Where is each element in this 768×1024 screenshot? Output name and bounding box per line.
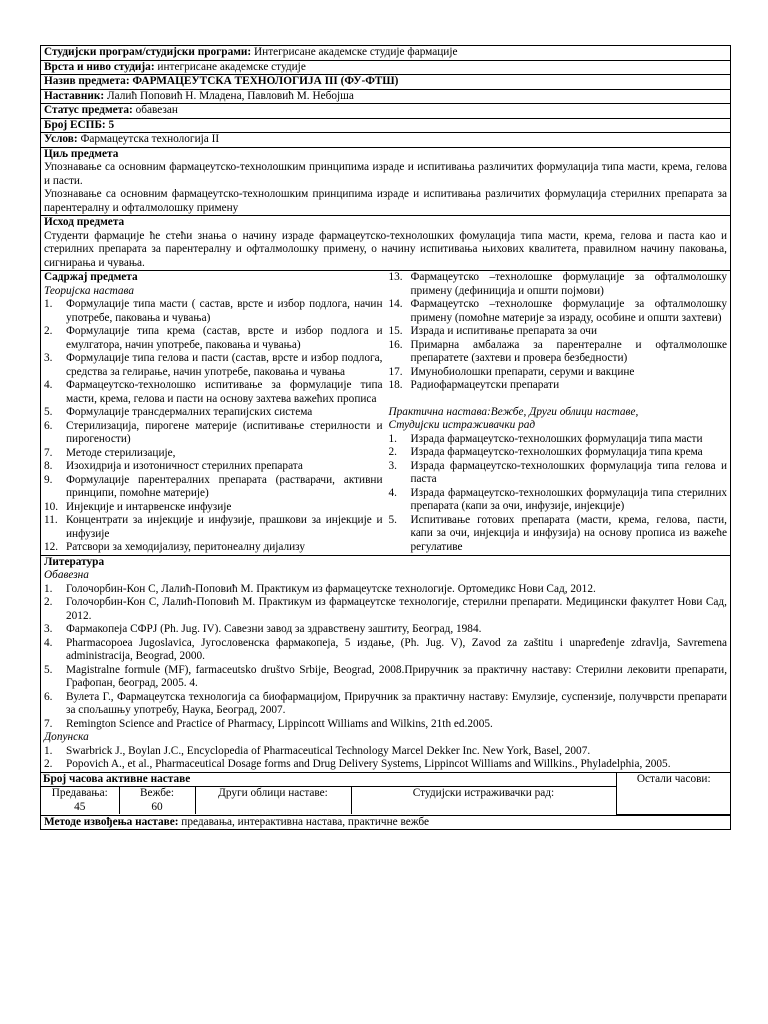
list-item-number: 8. [44,460,53,472]
practice-title-1: Практична настава:Вежбе, Други облици наставе, [388,405,639,418]
other-forms-label: Други облици наставе: [195,787,351,815]
list-item-text: Имунобиолошки препарати, серуми и вакцине [410,365,635,378]
literature-optional-title: Допунска [44,731,89,743]
practice-list [389,433,728,555]
header-row-course-name [41,75,731,90]
header-row-ects [41,118,731,133]
outcome-section [41,216,731,271]
list-item-number: 6. [44,690,53,703]
list-item [44,637,727,664]
header-row-teacher [41,89,731,104]
teacher-value: Лалић Поповић Н. Младена, Павловић М. Небојша [104,89,354,102]
list-item [389,514,728,555]
list-item-number: 4. [44,379,53,391]
methods-row [41,815,731,830]
list-item [44,514,383,541]
list-item-text: Голочорбин-Кон С, Лалић-Поповић М. Практикум из фармацеутске технологије. Ортомедикс Нови Сад, 2012. [66,582,596,595]
list-item [389,379,728,393]
list-item-text: Изохидрија и изотоничност стерилних препарата [66,460,303,472]
list-item [389,487,728,514]
list-item-text: Израда и испитивање препарата за очи [410,325,598,337]
list-item-text: Методе стерилизације, [66,446,176,459]
list-item-text: Pharmacopoea Jugoslavica, Југословенска фармакопеја, 5 издање, (Ph. Jug. V), Zavod za zaštitu i unapređenje zdravlja, Savremena administracija, Beograd, 2000. [66,636,728,662]
list-item-number: 7. [44,446,53,459]
list-item-number: 2. [44,758,53,770]
list-item [44,325,383,352]
list-item-number: 5. [44,406,53,418]
list-item [389,433,728,447]
list-item-text: Формулације типа гелова и пасти (састав, врсте и избор подлога, средства за гелирање, начин употребе, паковања и чувања [66,352,383,378]
list-item [44,758,727,772]
list-item-number: 16. [388,338,403,351]
list-item-text: Формулације типа крема (састав, врсте и избор подлога и емулгатора, начин употребе, паковања и чувања) [66,325,383,351]
list-item-number: 9. [44,473,53,486]
status-label: Статус предмета: [44,104,133,116]
list-item [44,596,727,623]
list-item-number: 5. [388,513,397,526]
teacher-label: Наставник: [44,89,105,102]
list-item-text: Голочорбин-Кон С, Лалић-Поповић М. Практикум из фармацеутске технологије, стерилни препарати. Медицински факултет Нови Сад, 2012. [66,596,728,622]
research-label: Студијски истраживачки рад: [351,787,616,815]
header-row-type [41,60,731,75]
list-item [44,583,727,597]
lectures-label: Предавања: [51,787,108,799]
exercises-cell [119,787,195,815]
list-item-number: 7. [44,717,53,730]
list-item-text: Magistralne formule (MF), farmaceutsko društvo Srbije, Beograd, 2008.Приручник за практичну наставу: Стерилни лековити препарати, Графопан, београд, 2005. 4. [66,663,728,689]
list-item [44,420,383,447]
list-item-number: 1. [388,432,397,445]
program-value: Интегрисане академске студије фармације [251,46,458,58]
list-item [389,446,728,460]
lectures-value: 45 [74,800,86,813]
list-item [389,366,728,380]
literature-required-title: Обавезна [44,569,89,581]
condition-value: Фармацеутска технологија II [77,133,220,145]
list-item [44,460,383,474]
list-item-text: Стерилизација, пирогене материје (испитивање стерилности и пирогености) [66,419,383,445]
list-item-text: Вулета Г., Фармацеутска технологија са биофармацијом, Приручник за практичну наставу: Емулзије, суспензије, получврсти препарати за спољашњу употребу, Наука, Београд, 2007. [66,690,728,716]
course-name-value: ФАРМАЦЕУТСКА ТЕХНОЛОГИЈА III (ФУ-ФТШ) [129,75,399,87]
list-item [44,447,383,461]
course-name-label: Назив предмета: [44,75,130,87]
ects-label: Број ЕСПБ: 5 [44,118,115,131]
outcome-title: Исход предмета [44,216,125,228]
list-item-number: 3. [44,623,53,635]
list-item [44,745,727,759]
list-item-text: Концентрати за инјекције и инфузије, прашкови за инјекције и инфузије [66,514,383,540]
hours-section [41,772,731,815]
list-item [44,718,727,732]
list-item-number: 3. [388,459,397,472]
literature-title: Литература [44,555,105,568]
list-item-number: 5. [44,663,53,676]
theory-list-right [389,271,728,393]
list-item [44,691,727,718]
list-item-text: Израда фармацеутско-технолошких формулација типа стерилних препарата (капи за очи, инфузије, инјекције) [410,486,728,512]
list-item-text: Израда фармацеутско-технолошких формулација типа масти [410,432,703,445]
program-label: Студијски програм/студијски програми: [44,46,252,58]
list-item-text: Remington Science and Practice of Pharmacy, Lippincott Williams and Wilkins, 21th ed.2005. [66,717,493,730]
list-item [44,298,383,325]
goal-section [41,147,731,216]
list-item-number: 2. [44,596,53,608]
list-item-number: 1. [44,744,53,757]
theory-title: Теоријска настава [44,284,134,297]
list-item [389,460,728,487]
list-item-number: 6. [44,419,53,432]
list-item [44,379,383,406]
list-item-number: 1. [44,582,53,595]
list-item [44,406,383,420]
outcome-text: Студенти фармације ће стећи знања о начину израде фармацеутско-технолошких фомулација типа масти, крема, гелова и паста као и стерилних препарата за парентералну и офталмолошку примену, о начину испитивања њихових квалитета, правилном начину паковања, сигнирања и чувања. [44,229,728,269]
exercises-label: Вежбе: [140,787,174,799]
header-row-status [41,104,731,119]
header-row-condition [41,133,731,148]
lectures-cell [41,787,119,815]
list-item-number: 2. [44,325,53,337]
list-item-number: 4. [44,636,53,649]
content-section [41,271,731,556]
course-table [40,45,731,830]
list-item-number: 13. [388,271,403,283]
literature-optional-list [44,745,727,772]
study-type-label: Врста и ниво студија: [44,60,155,73]
methods-label: Методе извођења наставе: [44,815,179,828]
list-item-number: 18. [388,379,403,391]
exercises-value: 60 [151,800,163,813]
list-item [389,339,728,366]
list-item [44,541,383,555]
literature-section [41,555,731,772]
condition-label: Услов: [44,133,78,145]
list-item-text: Фармакопеја СФРЈ (Ph. Jug. IV). Савезни завод за здравствену заштиту, Београд, 1984. [66,623,482,635]
list-item-text: Формулације трансдермалних терапијских система [66,406,313,418]
content-title: Садржај предмета [44,271,138,283]
list-item-text: Формулације парентералних препарата (растварачи, активни принципи, помоћне материје) [66,473,383,499]
study-type-value: интегрисане академске студије [154,60,306,73]
list-item-text: Радиофармацеутски препарати [410,379,560,391]
list-item [44,501,383,515]
list-item-text: Израда фармацеутско-технолошких формулација типа крема [410,446,703,458]
list-item-number: 3. [44,352,53,364]
list-item [44,664,727,691]
list-item [389,298,728,325]
list-item-number: 1. [44,298,53,310]
list-item [389,271,728,298]
hours-title: Број часова активне наставе [41,773,616,787]
list-item [389,325,728,339]
header-row-program [41,46,731,61]
list-item-text: Popovich A., et al., Pharmaceutical Dosage forms and Drug Delivery Systems, Lippincot Williams and Willkins., Phyladelphia, 2005. [66,758,671,770]
goal-paragraph-2: Упознавање са основним фармацеутско-технолошким принципима израде и испитивања различитих формулација стерилних препарата за парентералну и офталмолошку примену [44,188,728,214]
list-item-text: Фармацеутско –технолошке формулације за офталмолошку примену (дефиниција и општи појмови) [410,271,728,297]
literature-required-list [44,583,727,732]
list-item-text: Фармацеутско-технолошко испитивање за формулације типа масти, крема, гелова и пасти на основу захтева важећих прописа [66,379,383,405]
list-item-number: 14. [388,298,403,310]
list-item-number: 4. [388,486,397,499]
list-item-number: 12. [44,541,59,553]
other-hours-label: Остали часови: [616,773,731,815]
theory-list-left [44,298,383,555]
list-item-number: 2. [388,446,397,458]
hours-table [41,773,731,815]
list-item-text: Израда фармацеутско-технолошких формулација типа гелова и паста [410,459,728,485]
list-item-number: 11. [44,514,58,526]
list-item-text: Инјекције и интарвенске инфузије [66,500,232,513]
practice-title-2: Студијски истраживачки рад [388,419,536,431]
goal-title: Циљ предмета [44,147,119,160]
list-item-text: Формулације типа масти ( састав, врсте и избор подлога, начин употребе, паковања и чувања) [66,298,383,324]
list-item-number: 10. [44,500,59,513]
status-value: обавезан [132,104,178,116]
list-item [44,474,383,501]
methods-value: предавања, интерактивна настава, практичне вежбе [178,815,430,828]
list-item-number: 15. [388,325,403,337]
goal-paragraph-1: Упознавање са основним фармацеутско-технолошким принципима израде и испитивања различитих формулација типа масти, крема, гелова и пасти. [44,161,728,187]
list-item-text: Ратсвори за хемодијализу, перитонеалну дијализу [66,541,306,553]
list-item-number: 17. [388,365,403,378]
course-specification-sheet [40,45,730,830]
list-item-text: Примарна амбалажа за парентералне и офталмолошке препаратете (захтеви и провера безбедности) [410,338,728,364]
list-item [44,352,383,379]
list-item [44,623,727,637]
list-item-text: Swarbrick J., Boylan J.C., Encyclopedia of Pharmaceutical Technology Marcel Dekker Inc. New York, Basel, 2007. [66,744,591,757]
list-item-text: Фармацеутско –технолошке формулације за офталмолошку примену (помоћне материје за израду, особине и општи захтеви) [410,298,728,324]
list-item-text: Испитивање готових препарата (масти, крема, гелова, пасти, капи за очи, инјекција и инфузија) на основу прописа из важеће регулативе [410,513,728,553]
